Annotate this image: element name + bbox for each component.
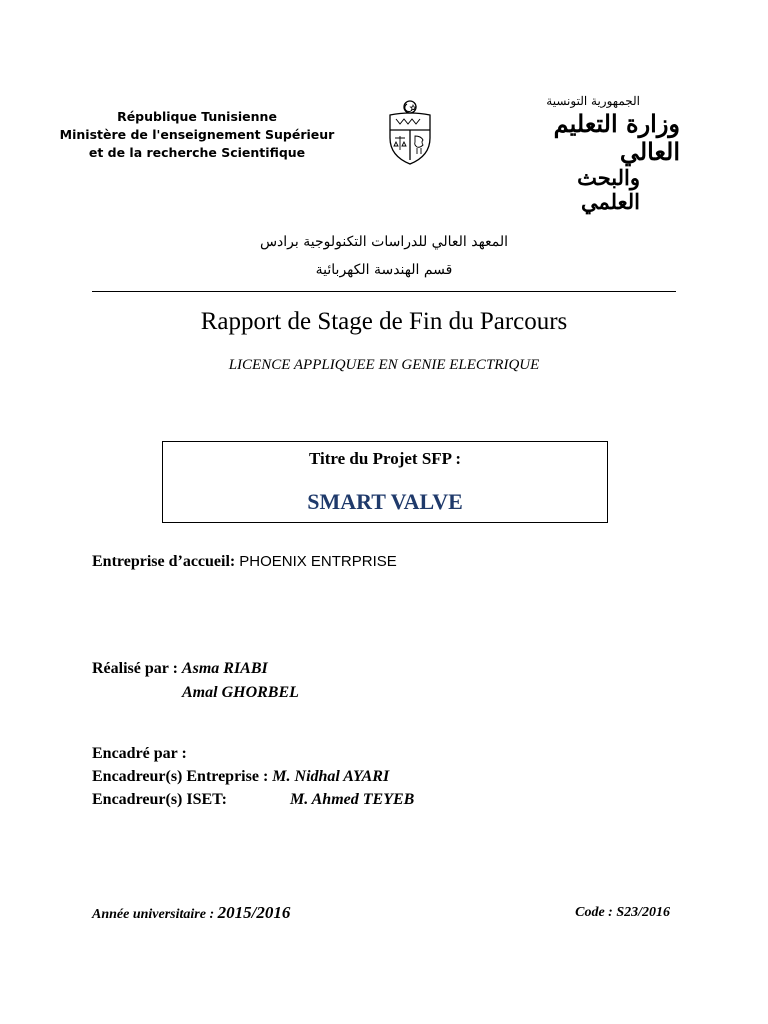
header-fr-line-1: République Tunisienne [117, 109, 277, 124]
supervisor-company-label: Encadreur(s) Entreprise : [92, 768, 269, 785]
academic-year [92, 903, 290, 923]
header-ar-line-2: وزارة التعليم العالي [553, 109, 680, 166]
project-title-box [162, 441, 608, 523]
department-name-ar: قسم الهندسة الكهربائية [315, 262, 453, 278]
company-label: Entreprise d’accueil: [92, 553, 236, 570]
authors-line [92, 660, 268, 678]
report-subtitle: LICENCE APPLIQUEE EN GENIE ELECTRIQUE [228, 357, 540, 373]
tunisia-coat-of-arms-icon [384, 98, 436, 170]
supervisor-iset-name: M. Ahmed TEYEB [290, 791, 415, 808]
project-title-label: Titre du Projet SFP : [308, 449, 462, 468]
supervisor-iset-label: Encadreur(s) ISET: [92, 791, 227, 808]
academic-year-value: 2015/2016 [217, 903, 291, 922]
document-code: Code : S23/2016 [575, 905, 670, 920]
header-fr-line-2: Ministère de l'enseignement Supérieur [59, 127, 335, 142]
supervisor-company-name: M. Nidhal AYARI [272, 768, 390, 785]
header-divider [92, 291, 676, 292]
report-title: Rapport de Stage de Fin du Parcours [200, 308, 568, 335]
ministry-header-fr [52, 108, 342, 162]
author-name-1: Asma RIABI [181, 660, 268, 677]
project-title: SMART VALVE [307, 489, 463, 514]
company-line [92, 553, 397, 571]
institute-name-ar: المعهد العالي للدراسات التكنولوجية برادس [259, 234, 509, 250]
authors-label: Réalisé par : [92, 660, 178, 677]
supervisors-label: Encadré par : [92, 745, 187, 762]
company-name: PHOENIX ENTRPRISE [239, 553, 397, 570]
academic-year-label: Année universitaire : [92, 907, 215, 922]
header-ar-line-1: الجمهورية التونسية [546, 94, 640, 108]
supervisor-company-line [92, 768, 389, 786]
ministry-header-ar [520, 92, 680, 214]
header-fr-line-3: et de la recherche Scientifique [88, 145, 306, 160]
header-ar-line-3: والبحث العلمي [577, 165, 640, 214]
author-name-2: Amal GHORBEL [182, 684, 299, 701]
